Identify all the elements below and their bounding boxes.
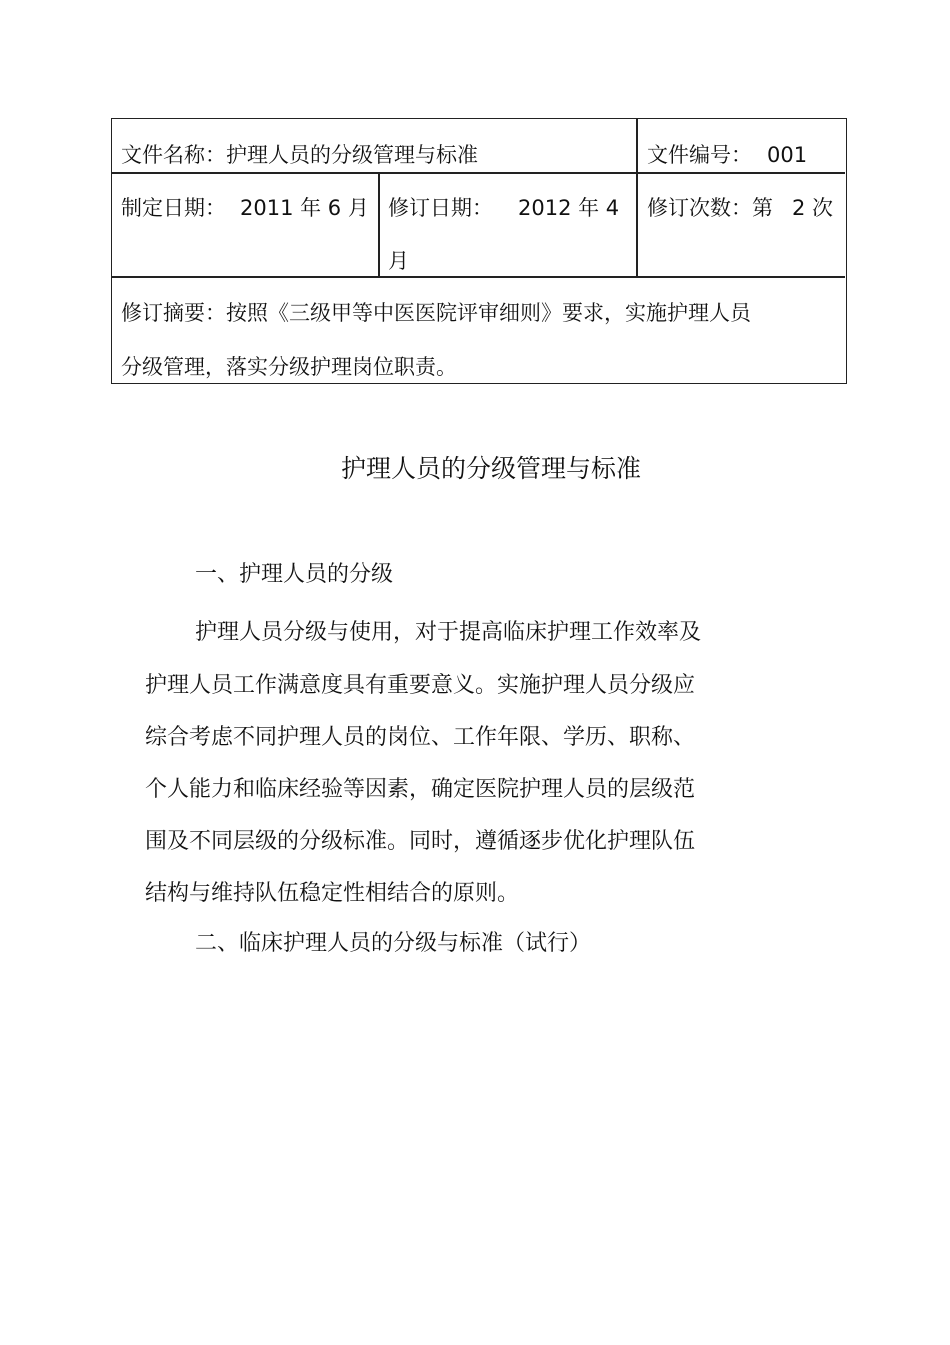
revise-date-value: 2012 年 4 (518, 196, 620, 220)
revision-summary-line: 分级管理，落实分级护理岗位职责。 (121, 355, 457, 379)
document-header-table (111, 118, 847, 384)
paragraph-line: 个人能力和临床经验等因素，确定医院护理人员的层级范 (145, 777, 696, 802)
paragraph-line: 护理人员工作满意度具有重要意义。实施护理人员分级应 (145, 673, 696, 698)
file-number-value: 001 (767, 143, 808, 167)
file-name-field: 文件名称：护理人员的分级管理与标准 (121, 143, 478, 167)
paragraph-line: 综合考虑不同护理人员的岗位、工作年限、学历、职称、 (145, 725, 696, 750)
table-column-divider (378, 172, 380, 277)
table-row-divider (112, 276, 845, 278)
section-heading: 二、临床护理人员的分级与标准（试行） (195, 931, 592, 956)
file-number-label: 文件编号： (647, 143, 752, 167)
made-date-label: 制定日期： (121, 196, 226, 220)
table-row-divider (112, 172, 845, 174)
table-column-divider (636, 119, 638, 277)
revise-count-value: 2 次 (792, 196, 834, 220)
revision-summary-line: 修订摘要：按照《三级甲等中医医院评审细则》要求，实施护理人员 (121, 301, 751, 325)
paragraph-line: 护理人员分级与使用，对于提高临床护理工作效率及 (195, 620, 702, 645)
document-title: 护理人员的分级管理与标准 (340, 454, 641, 483)
made-date-value: 2011 年 6 月 (240, 196, 369, 220)
revise-count-label: 修订次数：第 (647, 196, 773, 220)
revise-date-month: 月 (388, 249, 409, 273)
revise-date-label: 修订日期： (388, 196, 493, 220)
section-heading: 一、护理人员的分级 (195, 562, 394, 587)
paragraph-line: 围及不同层级的分级标准。同时，遵循逐步优化护理队伍 (145, 829, 696, 854)
paragraph-line: 结构与维持队伍稳定性相结合的原则。 (145, 881, 520, 906)
